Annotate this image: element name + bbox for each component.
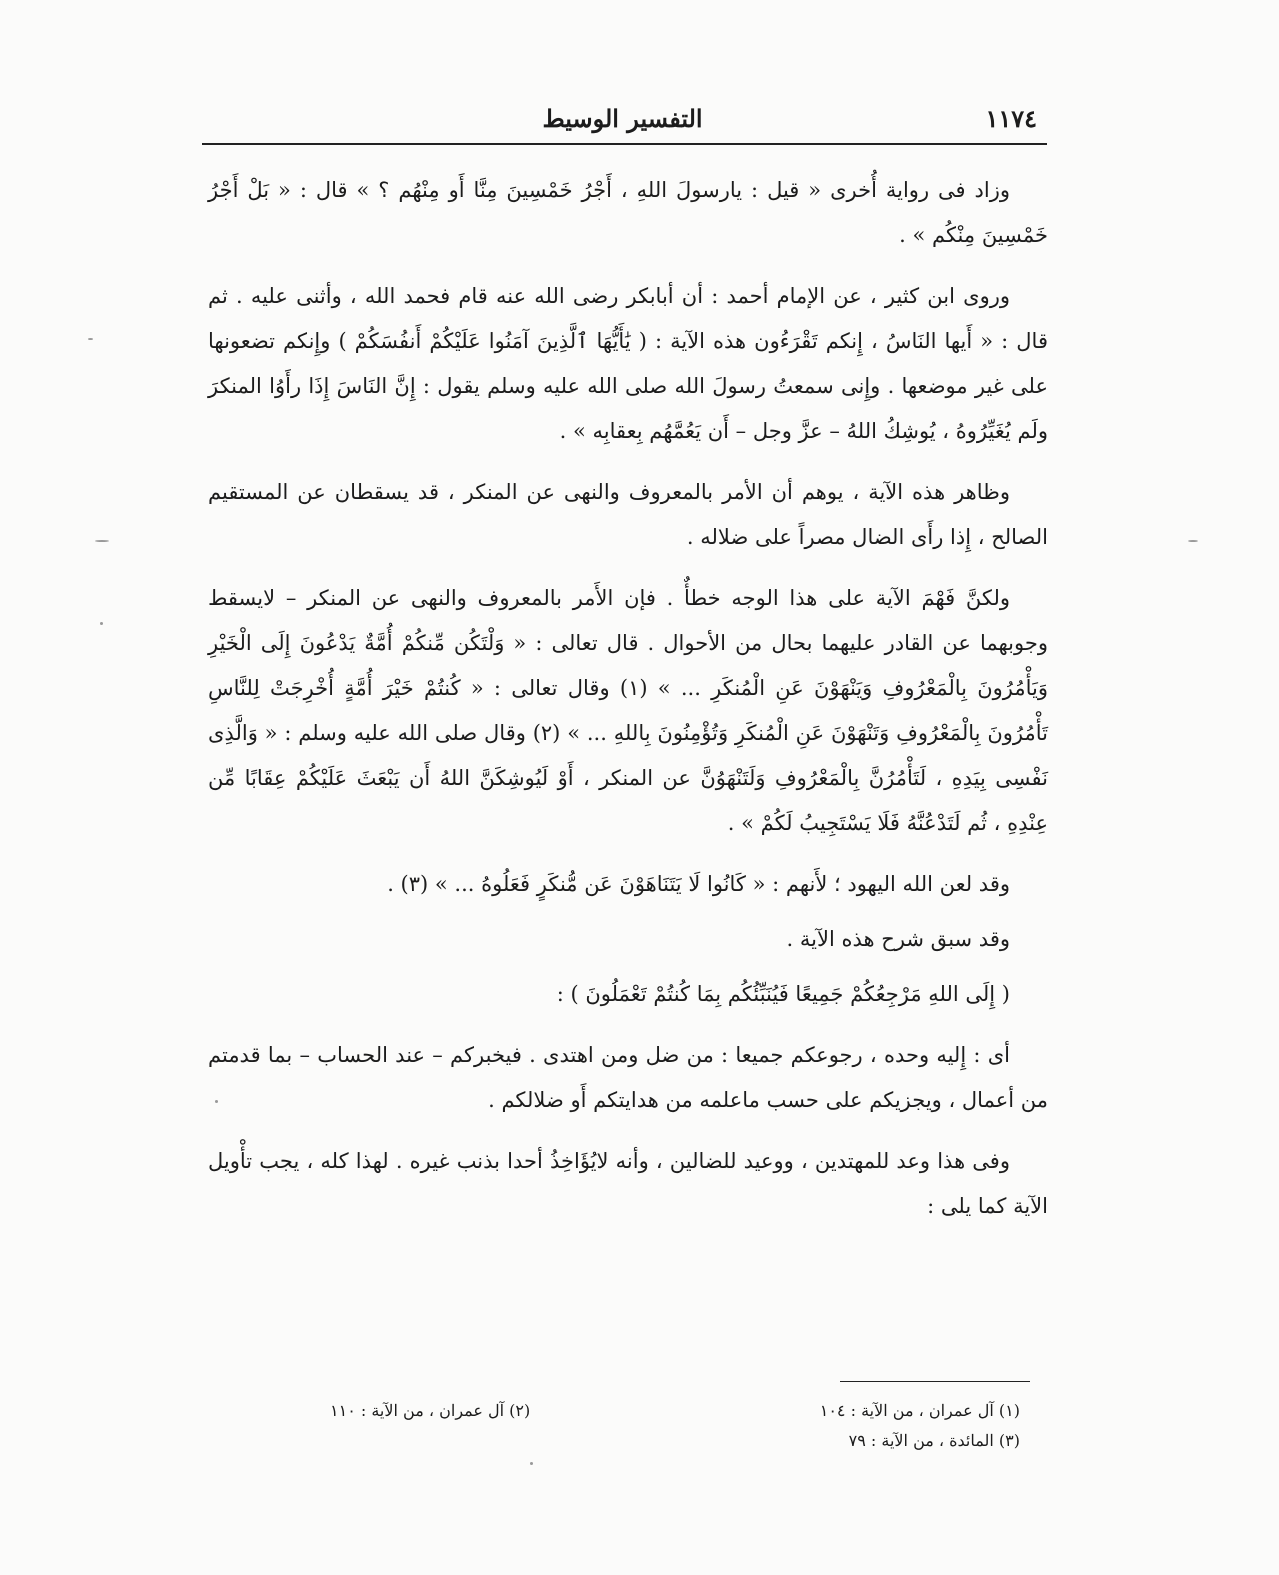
paragraph: وزاد فى رواية أُخرى « قيل : يارسولَ اللهِ ، أَجْرُ خَمْسِينَ مِنَّا أَو مِنْهُم ؟ » قال : « بَلْ أَجْرُ خَمْسِينَ مِنْكُم » . <box>208 178 1048 247</box>
footnotes <box>330 1396 1020 1456</box>
footnote-row <box>330 1396 1020 1426</box>
paragraph: أى : إِليه وحده ، رجوعكم جميعا : من ضل ومن اهتدى . فيخبركم – عند الحساب – بما قدمتم من أعمال ، ويجزيكم على حسب ماعلمه من هدايتكم أَو ضلالكم . <box>208 1043 1048 1112</box>
footnote-3: (٣) المائدة ، من الآية : ٧٩ <box>848 1431 1020 1450</box>
running-title: التفسير الوسيط <box>542 104 703 133</box>
paragraph: ولكنَّ فَهْمَ الآية على هذا الوجه خطأٌ . فإن الأَمر بالمعروف والنهى عن المنكر – لايسقط وجوبهما عن القادر عليهما بحال من الأحوال . قال تعالى : « وَلْتَكُن مِّنكُمْ أُمَّةٌ يَدْعُونَ إِلَى الْخَيْرِ وَيَأْمُرُونَ بِالْمَعْرُوفِ وَيَنْهَوْنَ عَنِ الْمُنكَرِ ... » (١) وقال تعالى : « كُنتُمْ خَيْرَ أُمَّةٍ أُخْرِجَتْ لِلنَّاسِ تَأْمُرُونَ بِالْمَعْرُوفِ وَتَنْهَوْنَ عَنِ الْمُنكَرِ وَتُؤْمِنُونَ بِاللهِ ... » (٢) وقال صلى الله عليه وسلم : « وَالَّذِى نَفْسِى بِيَدِهِ ، لَتَأْمُرُنَّ بِالْمَعْرُوفِ وَلَتَنْهَوُنَّ عن المنكر ، أَوْ لَيُوشِكَنَّ اللهُ أَن يَبْعَثَ عَلَيْكُمْ عِقَابًا مِّن عِنْدِهِ ، ثُم لَتَدْعُنَّهُ فَلَا يَسْتَجِيبُ لَكُمْ » . <box>208 586 1048 835</box>
footnote-2: (٢) آل عمران ، من الآية : ١١٠ <box>330 1401 531 1420</box>
paragraph: وفى هذا وعد للمهتدين ، ووعيد للضالين ، وأنه لايُؤَاخِذُ أحدا بذنب غيره . لهذا كله ، يجب تأْويل الآية كما يلى : <box>208 1149 1048 1218</box>
page-header <box>200 100 1045 142</box>
body-text <box>208 168 1048 1245</box>
footnote-1: (١) آل عمران ، من الآية : ١٠٤ <box>819 1401 1020 1420</box>
scan-speck <box>100 622 103 625</box>
header-rule <box>202 143 1047 145</box>
page-number: ١١٧٤ <box>985 104 1037 133</box>
scan-speck <box>530 1462 533 1465</box>
paragraph: وقد لعن الله اليهود ؛ لأَنهم : « كَانُوا لَا يَتَنَاهَوْنَ عَن مُّنكَرٍ فَعَلُوهُ ... » (٣) . <box>387 872 1010 896</box>
scan-speck <box>88 338 93 340</box>
footnote-row <box>330 1426 1020 1456</box>
quran-verse: ( إِلَى اللهِ مَرْجِعُكُمْ جَمِيعًا فَيُنَبِّئُكُم بِمَا كُنتُمْ تَعْمَلُونَ ) : <box>556 982 1010 1006</box>
scan-speck <box>95 540 109 542</box>
paragraph: وظاهر هذه الآية ، يوهم أن الأمر بالمعروف والنهى عن المنكر ، قد يسقطان عن المستقيم الصالح ، إِذا رأَى الضال مصراً على ضلاله . <box>208 480 1048 549</box>
footnote-rule <box>840 1381 1030 1382</box>
scan-speck <box>215 1100 218 1103</box>
paragraph: وقد سبق شرح هذه الآية . <box>786 927 1010 951</box>
paragraph: وروى ابن كثير ، عن الإمام أحمد : أن أبابكر رضى الله عنه قام فحمد الله ، وأثنى عليه . ثم قال : « أَيها النَاسُ ، إِنكم تَقْرَءُون هذه الآية : ( يَٰأَيُّهَا ٱلَّذِينَ آمَنُوا عَلَيْكُمْ أَنفُسَكُمْ ) وإِنكم تضعونها على غير موضعها . وإِنى سمعتُ رسولَ الله صلى الله عليه وسلم يقول : إِنَّ النَاسَ إِذَا رأَوُا المنكرَ ولَم يُغَيِّرُوهُ ، يُوشِكُ اللهُ – عزَّ وجل – أَن يَعُمَّهُم بِعقابِه » . <box>208 284 1048 443</box>
scan-speck <box>1188 540 1198 542</box>
